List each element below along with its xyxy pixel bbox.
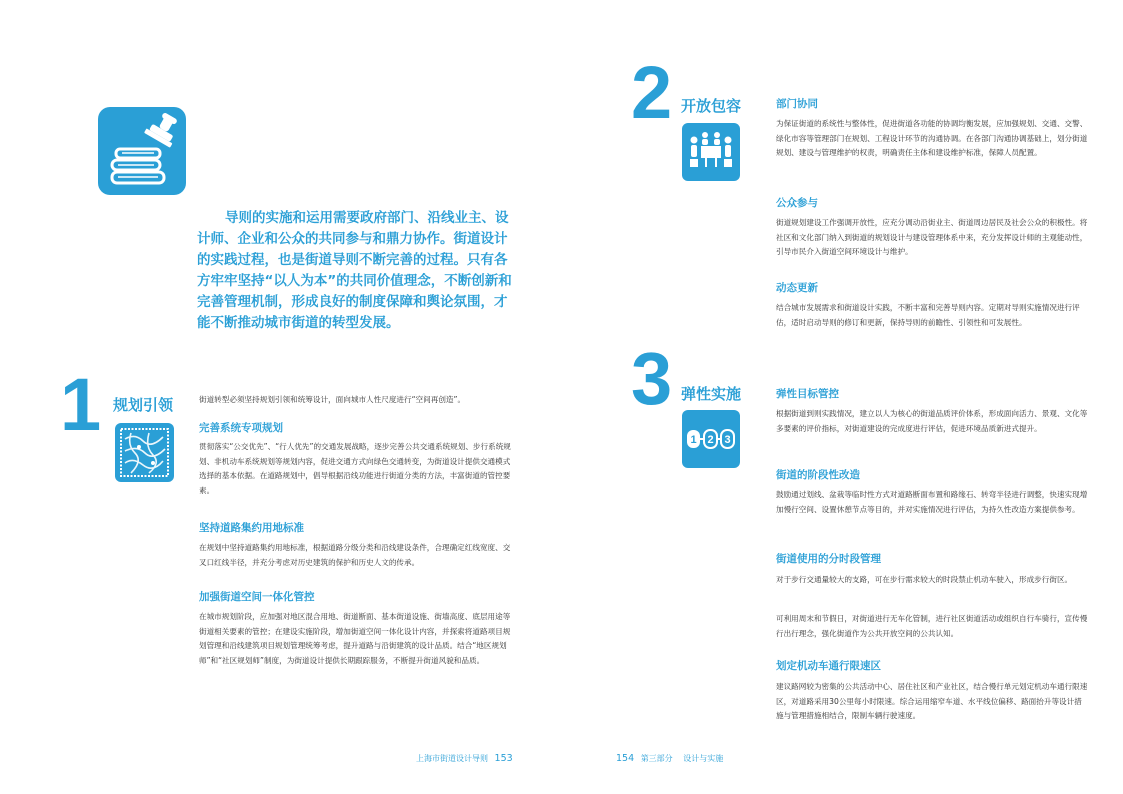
s1-item3-text: 在城市规划阶段，应加强对地区混合用地、街道断面、基本街道设施、街墙高度、底层用途等街道相关要素的管控；在建设实施阶段，增加街道空间一体化设计内容，并探索将道路项目规划管理和沿线建筑项目规划管理统筹考虑，提升道路与沿街建筑的设计品质。结合“地区规划师”和“社区规划师”制度，为街道设计提供长期跟踪服务，不断提升街道风貌和品质。 xyxy=(199,612,511,665)
s3-item2-heading: 街道的阶段性改造 xyxy=(776,469,860,481)
s3-item4-heading: 划定机动车通行限速区 xyxy=(776,660,881,672)
footer-page-number-left: 153 xyxy=(494,753,513,764)
s3-item4-text: 建议路网较为密集的公共活动中心、居住社区和产业社区，结合慢行单元划定机动车通行限速区，对道路采用30公里每小时限速。综合运用缩窄车道、水平线位偏移、路面抬升等设计措施与管理措施相结合，限制车辆行驶速度。 xyxy=(776,682,1088,721)
planning-map-icon xyxy=(115,423,174,482)
s3-item3-text-1: 对于步行交通量较大的支路，可在步行需求较大的时段禁止机动车驶入，形成步行街区。 xyxy=(776,575,1073,584)
footer-book-title: 上海市街道设计导则 xyxy=(416,754,488,763)
footer-page-number-right: 154 xyxy=(616,753,635,764)
footer-part-title: 设计与实施 xyxy=(683,754,724,763)
s1-item1-heading: 完善系统专项规划 xyxy=(199,422,283,434)
books-stamp-icon xyxy=(98,107,186,195)
s2-item2-text: 街道规划建设工作强调开放性，应充分调动沿街业主、街道周边居民及社会公众的积极性。将社区和文化部门纳入到街道的规划设计与建设管理体系中来，充分发挥设计师的主观能动性，引导市民介入街道空间环境设计与维护。 xyxy=(776,218,1088,257)
s3-item1-heading: 弹性目标管控 xyxy=(776,388,839,400)
s2-item3-heading: 动态更新 xyxy=(776,282,818,294)
step-label-2: 2 xyxy=(707,434,714,446)
right-footer xyxy=(616,753,723,764)
footer-part: 第三部分 xyxy=(640,754,673,763)
s2-item3-text: 结合城市发展需求和街道设计实践，不断丰富和完善导则内容。定期对导则实施情况进行评估，适时启动导则的修订和更新，保持导则的前瞻性、引领性和可发展性。 xyxy=(776,303,1080,327)
s3-item3-heading: 街道使用的分时段管理 xyxy=(776,553,881,565)
s2-item1-heading: 部门协同 xyxy=(776,98,818,110)
section-2-number: 2 xyxy=(631,51,673,134)
s1-item2-heading: 坚持道路集约用地标准 xyxy=(199,522,304,534)
section-1-title: 规划引领 xyxy=(113,396,174,414)
steps-123-icon xyxy=(682,410,740,468)
s2-item1-text: 为保证街道的系统性与整体性，促进街道各功能的协调均衡发展，应加强规划、交通、交警、绿化市容等管理部门在规划、工程设计环节的沟通协调。在各部门沟通协调基础上，划分街道规划、建设与管理维护的权责，明确责任主体和建设维护标准，保障人员配置。 xyxy=(776,119,1088,158)
s3-item3-text-2: 可利用周末和节假日，对街道进行无车化管制，进行社区街道活动或组织自行车骑行，宣传慢行出行理念，强化街道作为公共开放空间的公共认知。 xyxy=(776,614,1088,638)
intro-paragraph: 导则的实施和运用需要政府部门、沿线业主、设计师、企业和公众的共同参与和鼎力协作。街道设计的实践过程，也是街道导则不断完善的过程。只有各方牢牢坚持“以人为本”的共同价值理念，不断创新和完善管理机制，形成良好的制度保障和舆论氛围，才能不断推动城市街道的转型发展。 xyxy=(197,210,512,331)
s2-item2-heading: 公众参与 xyxy=(776,197,818,209)
section-2-title: 开放包容 xyxy=(681,97,742,115)
section-3-title: 弹性实施 xyxy=(681,385,742,403)
step-label-1: 1 xyxy=(690,434,697,446)
step-label-3: 3 xyxy=(724,434,731,446)
s1-item1-text: 贯彻落实“公交优先”、“行人优先”的交通发展战略，逐步完善公共交通系统规划、步行系统规划、非机动车系统规划等规划内容，促进交通方式向绿色交通转变，为街道设计提供交通模式选择的基本依据。在道路规划中，倡导根据沿线功能进行街道分类的方法，丰富街道的管控要素。 xyxy=(199,442,511,495)
s3-item2-text: 鼓励通过划线、盆栽等临时性方式对道路断面布置和路缘石、转弯半径进行调整，快速实现增加慢行空间、设置休憩节点等目的，并对实施情况进行评估，为持久性改造方案提供参考。 xyxy=(776,490,1088,514)
s1-item3-heading: 加强街道空间一体化管控 xyxy=(199,591,315,603)
s1-item2-text: 在规划中坚持道路集约用地标准，根据道路分级分类和沿线建设条件，合理确定红线宽度、交叉口红线半径，并充分考虑对历史建筑的保护和历史人文的传承。 xyxy=(199,543,511,567)
meeting-people-icon xyxy=(682,123,740,181)
left-footer xyxy=(416,753,513,764)
section-3-number: 3 xyxy=(631,337,673,420)
section-1-number: 1 xyxy=(60,363,102,446)
section-1-lead: 街道转型必须坚持规划引领和统筹设计，面向城市人性尺度进行“空间再创造”。 xyxy=(199,395,466,404)
s3-item1-text: 根据街道到则实践情况，建立以人为核心的街道品质评价体系，形成面向活力、景观、文化等多要素的评价指标，对街道建设的完成度进行评估，促进环境品质新进式提升。 xyxy=(776,409,1088,433)
